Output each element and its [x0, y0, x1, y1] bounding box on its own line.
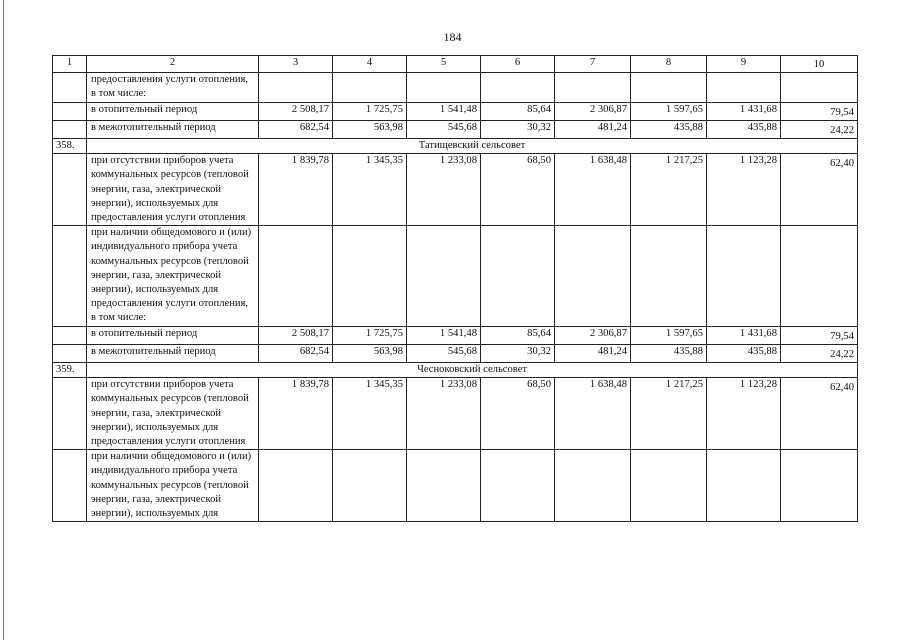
- table-cell: 85,64: [481, 102, 555, 120]
- page-number: 184: [443, 30, 462, 44]
- table-cell: 1 541,48: [407, 326, 481, 344]
- table-cell: 1 217,25: [631, 154, 707, 226]
- table-cell: 1 725,75: [333, 102, 407, 120]
- row-description: при наличии общедомового и (или) индивидуального прибора учета коммунальных ресурсов (тепловой энергии, газа, электрической энергии), используемых для предоставления услуги отопления, в том числе:: [87, 226, 259, 326]
- column-header: 9: [707, 56, 781, 73]
- table-cell: 2 508,17: [259, 326, 333, 344]
- table-cell: 79,54: [781, 326, 858, 344]
- table-cell: 435,88: [707, 120, 781, 138]
- column-header: 7: [555, 56, 631, 73]
- column-header: 1: [53, 56, 87, 73]
- table-row: [53, 344, 858, 362]
- table-cell: 435,88: [631, 120, 707, 138]
- table-cell: 1 725,75: [333, 326, 407, 344]
- table-cell: 1 217,25: [631, 378, 707, 450]
- table-row: [53, 450, 858, 522]
- table-cell: 481,24: [555, 344, 631, 362]
- table-cell: 85,64: [481, 326, 555, 344]
- section-row: [53, 139, 858, 154]
- table-cell: 545,68: [407, 344, 481, 362]
- section-row: [53, 363, 858, 378]
- table-cell: 1 431,68: [707, 326, 781, 344]
- row-description: при отсутствии приборов учета коммунальных ресурсов (тепловой энергии, газа, электрической энергии), используемых для предоставления услуги отопления: [87, 378, 259, 450]
- table-cell: 24,22: [781, 344, 858, 362]
- row-label: в межотопительный период: [87, 120, 259, 138]
- row-label: в отопительный период: [87, 326, 259, 344]
- table-cell: 435,88: [631, 344, 707, 362]
- table-cell: 24,22: [781, 120, 858, 138]
- table-cell: 435,88: [707, 344, 781, 362]
- table-cell: 30,32: [481, 344, 555, 362]
- table-cell: 1 233,08: [407, 154, 481, 226]
- table-cell: 563,98: [333, 120, 407, 138]
- table-cell: 1 839,78: [259, 154, 333, 226]
- table-cell: 62,40: [781, 154, 858, 226]
- table-row: [53, 154, 858, 226]
- section-title: Татищевский сельсовет: [87, 139, 858, 154]
- table-cell: 1 123,28: [707, 154, 781, 226]
- table-cell: 1 431,68: [707, 102, 781, 120]
- table-cell: 563,98: [333, 344, 407, 362]
- table-cell: 1 345,35: [333, 378, 407, 450]
- row-description: при наличии общедомового и (или) индивидуального прибора учета коммунальных ресурсов (тепловой энергии, газа, электрической энергии), используемых для: [87, 450, 259, 522]
- table-cell: 1 638,48: [555, 378, 631, 450]
- column-header: 5: [407, 56, 481, 73]
- table-cell: 1 638,48: [555, 154, 631, 226]
- table-cell: 30,32: [481, 120, 555, 138]
- row-label: в отопительный период: [87, 102, 259, 120]
- table-cell: 2 306,87: [555, 102, 631, 120]
- tariff-table: [52, 55, 858, 522]
- column-header: 10: [781, 56, 858, 73]
- column-header: 2: [87, 56, 259, 73]
- table-cell: 1 839,78: [259, 378, 333, 450]
- table-row: [53, 326, 858, 344]
- table-cell: 68,50: [481, 378, 555, 450]
- scan-edge-line: [3, 0, 4, 640]
- table-cell: 79,54: [781, 102, 858, 120]
- row-description: при отсутствии приборов учета коммунальных ресурсов (тепловой энергии, газа, электрической энергии), используемых для предоставления услуги отопления: [87, 154, 259, 226]
- table-cell: 1 123,28: [707, 378, 781, 450]
- table-row: [53, 73, 858, 102]
- row-label: в межотопительный период: [87, 344, 259, 362]
- table-cell: 682,54: [259, 120, 333, 138]
- table-row: [53, 102, 858, 120]
- table-cell: 1 233,08: [407, 378, 481, 450]
- column-header: 8: [631, 56, 707, 73]
- table-cell: 1 597,65: [631, 102, 707, 120]
- table-cell: 2 508,17: [259, 102, 333, 120]
- section-title: Чесноковский сельсовет: [87, 363, 858, 378]
- column-header: 6: [481, 56, 555, 73]
- table-header-row: [53, 56, 858, 73]
- table-row: [53, 378, 858, 450]
- table-row: [53, 226, 858, 326]
- table-cell: 1 541,48: [407, 102, 481, 120]
- section-number: 358.: [53, 139, 87, 154]
- row-description: предоставления услуги отопления, в том числе:: [87, 73, 259, 102]
- table-cell: 68,50: [481, 154, 555, 226]
- table-cell: 1 345,35: [333, 154, 407, 226]
- table-cell: 62,40: [781, 378, 858, 450]
- column-header: 3: [259, 56, 333, 73]
- table-row: [53, 120, 858, 138]
- table-cell: 682,54: [259, 344, 333, 362]
- table-cell: 545,68: [407, 120, 481, 138]
- table-cell: 1 597,65: [631, 326, 707, 344]
- column-header: 4: [333, 56, 407, 73]
- section-number: 359.: [53, 363, 87, 378]
- table-cell: 2 306,87: [555, 326, 631, 344]
- table-cell: 481,24: [555, 120, 631, 138]
